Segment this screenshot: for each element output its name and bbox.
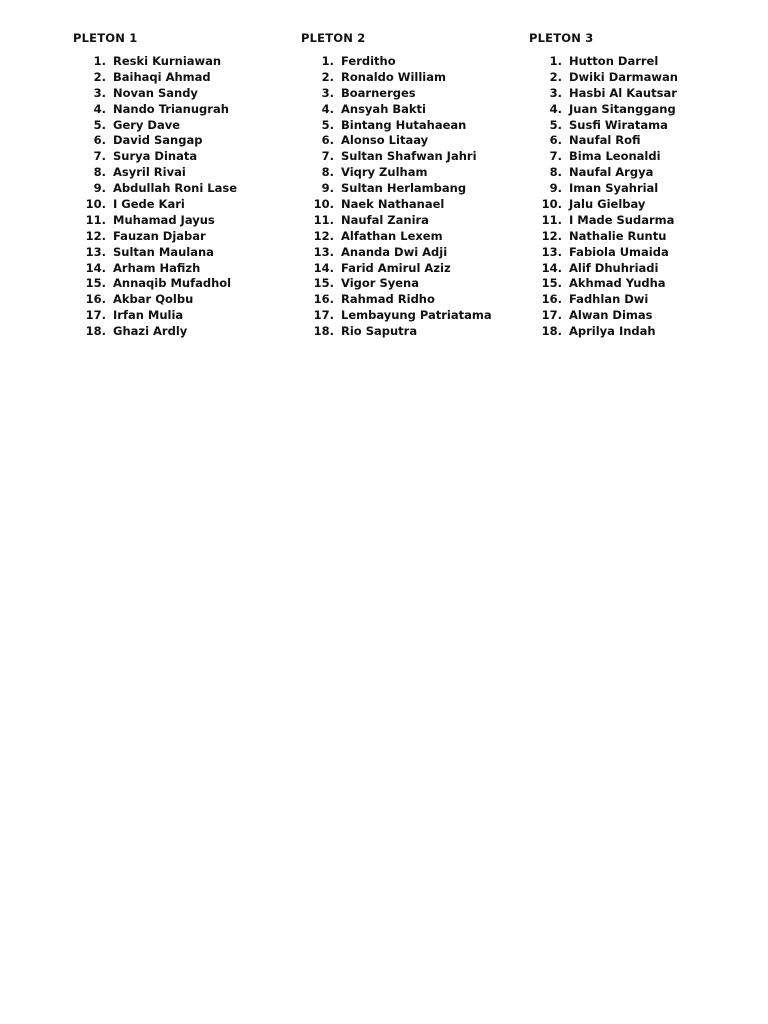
list-item-name: Iman Syahrial <box>569 181 659 196</box>
list-item-number: 4. <box>321 101 334 116</box>
list-item <box>529 70 749 86</box>
list-item-name: Dwiki Darmawan <box>569 69 678 84</box>
list-item-number: 1. <box>93 54 106 68</box>
list-item <box>73 292 293 308</box>
list-item-number: 12. <box>541 228 562 243</box>
list-item-number: 13. <box>313 244 334 259</box>
list-item-name: Rio Saputra <box>341 324 418 339</box>
list-item-number: 18. <box>85 324 106 339</box>
list-item-number: 14. <box>85 260 106 275</box>
list-item <box>529 276 749 292</box>
list-item-number: 4. <box>93 101 106 116</box>
list-item-number: 17. <box>313 308 334 323</box>
list-item <box>301 324 521 340</box>
pleton-2-column <box>301 30 521 340</box>
list-item-number: 11. <box>85 212 106 227</box>
list-item-number: 12. <box>85 228 106 243</box>
pleton-3-list <box>529 54 749 340</box>
list-item <box>73 70 293 86</box>
list-item <box>73 276 293 292</box>
list-item <box>301 229 521 245</box>
list-item-name: Alif Dhuhriadi <box>569 260 659 275</box>
list-item <box>301 197 521 213</box>
pleton-2-title: PLETON 2 <box>301 31 366 45</box>
list-item-number: 8. <box>321 165 334 180</box>
list-item <box>529 213 749 229</box>
list-item-number: 10. <box>85 197 106 212</box>
list-item-number: 2. <box>321 69 334 84</box>
list-item-number: 16. <box>541 292 562 307</box>
list-item-name: Juan Sitanggang <box>569 101 676 116</box>
list-item <box>529 245 749 261</box>
list-item <box>73 308 293 324</box>
list-item-name: Fadhlan Dwi <box>569 292 649 307</box>
list-item-number: 12. <box>313 228 334 243</box>
list-item-name: Novan Sandy <box>113 85 198 100</box>
list-item <box>301 292 521 308</box>
list-item <box>73 324 293 340</box>
list-item <box>73 165 293 181</box>
list-item-name: Aprilya Indah <box>569 324 656 339</box>
list-item-name: Rahmad Ridho <box>341 292 435 307</box>
list-item-name: Naufal Argya <box>569 165 654 180</box>
list-item-name: Boarnerges <box>341 85 416 100</box>
list-item <box>301 149 521 165</box>
list-item <box>529 165 749 181</box>
list-item <box>301 181 521 197</box>
list-item <box>301 102 521 118</box>
list-item-name: Hasbi Al Kautsar <box>569 85 677 100</box>
list-item <box>529 133 749 149</box>
list-item-number: 16. <box>85 292 106 307</box>
list-item <box>73 229 293 245</box>
list-item-name: Sultan Maulana <box>113 244 214 259</box>
pleton-1-title: PLETON 1 <box>73 31 138 45</box>
list-item-number: 15. <box>313 276 334 291</box>
list-item-number: 15. <box>85 276 106 291</box>
list-item-name: Lembayung Patriatama <box>341 308 492 323</box>
list-item-number: 11. <box>313 212 334 227</box>
list-item <box>73 102 293 118</box>
list-item-name: Ananda Dwi Adji <box>341 244 448 259</box>
list-item <box>301 261 521 277</box>
list-item <box>73 133 293 149</box>
list-item-number: 10. <box>313 197 334 212</box>
list-item-number: 11. <box>541 212 562 227</box>
list-item-number: 6. <box>321 133 334 148</box>
list-item-number: 9. <box>549 181 562 196</box>
list-item <box>73 245 293 261</box>
list-item-number: 9. <box>93 181 106 196</box>
list-item-name: Sultan Shafwan Jahri <box>341 149 477 164</box>
list-item <box>529 102 749 118</box>
list-item-name: Naufal Rofi <box>569 133 641 148</box>
list-item <box>301 245 521 261</box>
list-item <box>529 86 749 102</box>
list-item-name: Sultan Herlambang <box>341 181 467 196</box>
list-item-number: 14. <box>313 260 334 275</box>
list-item-number: 13. <box>541 244 562 259</box>
list-item-number: 18. <box>541 324 562 339</box>
list-item-number: 5. <box>321 117 334 132</box>
list-item-name: Fabiola Umaida <box>569 244 669 259</box>
list-item-number: 1. <box>321 54 334 68</box>
list-item-number: 17. <box>541 308 562 323</box>
list-item-name: Viqry Zulham <box>341 165 428 180</box>
list-item-name: Naek Nathanael <box>341 197 445 212</box>
list-item-number: 1. <box>549 54 562 68</box>
list-item <box>73 197 293 213</box>
list-item-name: Surya Dinata <box>113 149 198 164</box>
list-item-number: 7. <box>93 149 106 164</box>
pleton-3-column <box>529 30 749 340</box>
list-item-name: Nathalie Runtu <box>569 228 667 243</box>
list-item-name: Akhmad Yudha <box>569 276 666 291</box>
list-item <box>529 308 749 324</box>
list-item-name: Alonso Litaay <box>341 133 429 148</box>
list-item-number: 14. <box>541 260 562 275</box>
list-item-name: Muhamad Jayus <box>113 212 215 227</box>
list-item-name: Ronaldo William <box>341 69 446 84</box>
list-item-name: Irfan Mulia <box>113 308 184 323</box>
list-item <box>529 197 749 213</box>
pleton-1-column <box>73 30 293 340</box>
list-item-name: Ferditho <box>341 54 396 68</box>
list-item <box>301 133 521 149</box>
list-item-name: Akbar Qolbu <box>113 292 194 307</box>
list-item-name: Baihaqi Ahmad <box>113 69 211 84</box>
list-item <box>73 54 293 70</box>
list-item-name: Fauzan Djabar <box>113 228 206 243</box>
list-item-number: 3. <box>93 85 106 100</box>
list-item-number: 5. <box>549 117 562 132</box>
list-item <box>73 213 293 229</box>
list-item-name: Jalu Gielbay <box>569 197 646 212</box>
list-item <box>301 165 521 181</box>
list-item-name: Arham Hafizh <box>113 260 201 275</box>
list-item-number: 8. <box>93 165 106 180</box>
list-item <box>529 118 749 134</box>
list-item-name: Ansyah Bakti <box>341 101 426 116</box>
list-item <box>301 70 521 86</box>
list-item-number: 17. <box>85 308 106 323</box>
list-item-number: 3. <box>321 85 334 100</box>
list-item-number: 8. <box>549 165 562 180</box>
list-item-number: 7. <box>321 149 334 164</box>
list-item-name: Abdullah Roni Lase <box>113 181 238 196</box>
list-item-number: 7. <box>549 149 562 164</box>
list-item-name: Gery Dave <box>113 117 181 132</box>
list-item-name: Asyril Rivai <box>113 165 186 180</box>
list-item-number: 9. <box>321 181 334 196</box>
list-item-name: Naufal Zanira <box>341 212 429 227</box>
list-item-name: Alwan Dimas <box>569 308 653 323</box>
list-item <box>301 308 521 324</box>
list-item <box>73 118 293 134</box>
list-item-number: 15. <box>541 276 562 291</box>
list-item <box>301 213 521 229</box>
list-item-name: Reski Kurniawan <box>113 54 222 68</box>
list-item-name: Annaqib Mufadhol <box>113 276 232 291</box>
list-item <box>529 149 749 165</box>
list-item-name: Nando Trianugrah <box>113 101 229 116</box>
list-item-name: I Gede Kari <box>113 197 185 212</box>
list-item <box>301 118 521 134</box>
list-item-number: 2. <box>93 69 106 84</box>
list-item-number: 16. <box>313 292 334 307</box>
list-item-name: Ghazi Ardly <box>113 324 188 339</box>
list-item <box>301 86 521 102</box>
list-item <box>73 149 293 165</box>
list-item-number: 13. <box>85 244 106 259</box>
list-item-number: 2. <box>549 69 562 84</box>
list-item-name: Bintang Hutahaean <box>341 117 467 132</box>
list-item-name: David Sangap <box>113 133 203 148</box>
pleton-2-list <box>301 54 521 340</box>
list-item <box>529 324 749 340</box>
list-item <box>301 276 521 292</box>
list-item-number: 4. <box>549 101 562 116</box>
list-item-name: Bima Leonaldi <box>569 149 661 164</box>
list-item <box>73 181 293 197</box>
list-item-name: Susfi Wiratama <box>569 117 668 132</box>
list-item-name: I Made Sudarma <box>569 212 675 227</box>
list-item-name: Alfathan Lexem <box>341 228 443 243</box>
list-item-number: 3. <box>549 85 562 100</box>
list-item <box>73 261 293 277</box>
list-item <box>529 229 749 245</box>
list-item <box>529 54 749 70</box>
list-item <box>529 181 749 197</box>
list-item-number: 10. <box>541 197 562 212</box>
list-item-number: 5. <box>93 117 106 132</box>
list-item-name: Hutton Darrel <box>569 54 659 68</box>
list-item <box>529 261 749 277</box>
list-item-number: 6. <box>549 133 562 148</box>
list-item-name: Farid Amirul Aziz <box>341 260 451 275</box>
list-item-number: 18. <box>313 324 334 339</box>
list-item-number: 6. <box>93 133 106 148</box>
list-item-name: Vigor Syena <box>341 276 419 291</box>
list-item <box>301 54 521 70</box>
list-item <box>529 292 749 308</box>
list-item <box>73 86 293 102</box>
pleton-3-title: PLETON 3 <box>529 31 594 45</box>
pleton-1-list <box>73 54 293 340</box>
